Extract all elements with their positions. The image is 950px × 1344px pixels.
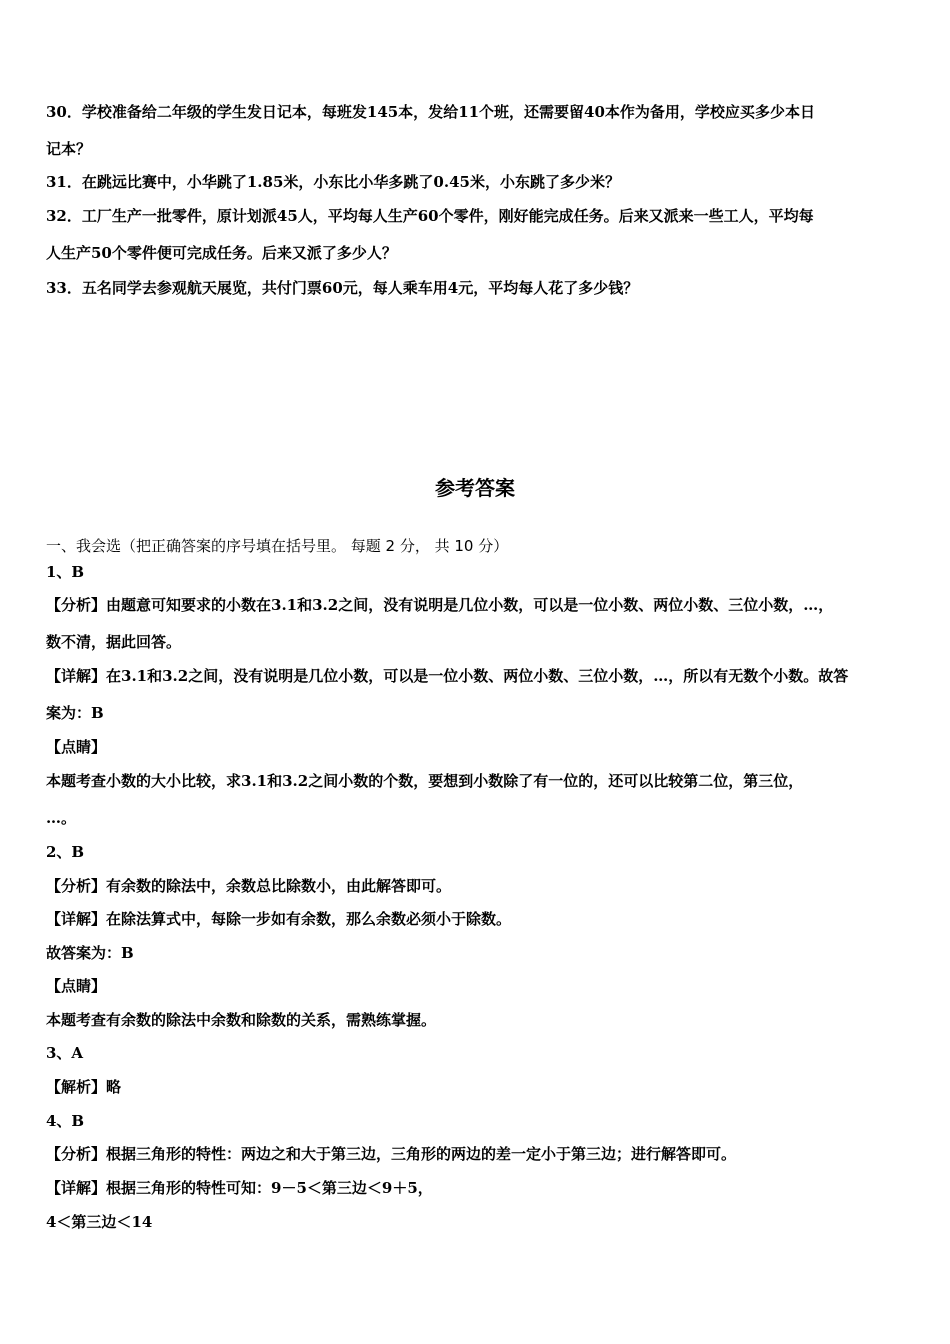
answer-1-analysis-line2: 数不清，据此回答。	[46, 633, 182, 651]
answer-2-tip-label: 【点睛】	[46, 977, 107, 995]
question-30-line1: 30．学校准备给二年级的学生发日记本，每班发145本，发给11个班，还需要留40本作为备用，学校应买多少本日	[46, 103, 815, 121]
section-heading: 一、我会选（把正确答案的序号填在括号里。 每题 2 分， 共 10 分）	[46, 537, 509, 555]
answer-1-tip-line1: 本题考查小数的大小比较，求3.1和3.2之间小数的个数，要想到小数除了有一位的，还可以比较第二位，第三位，	[46, 772, 804, 790]
answer-1-detail-line1: 【详解】在3.1和3.2之间，没有说明是几位小数，可以是一位小数、两位小数、三位小数，…，所以有无数个小数。故答	[46, 667, 849, 685]
question-31: 31．在跳远比赛中，小华跳了1.85米，小东比小华多跳了0.45米，小东跳了多少米？	[46, 173, 620, 191]
answer-2-tip-text: 本题考查有余数的除法中余数和除数的关系，需熟练掌握。	[46, 1011, 437, 1029]
answer-1-analysis-line1: 【分析】由题意可知要求的小数在3.1和3.2之间，没有说明是几位小数，可以是一位小数、两位小数、三位小数，…，	[46, 596, 834, 614]
answer-2-detail: 【详解】在除法算式中，每除一步如有余数，那么余数必须小于除数。	[46, 910, 512, 928]
answer-4: 4、B	[46, 1112, 85, 1130]
answer-1-tip-line2: …。	[46, 809, 77, 827]
answer-4-analysis: 【分析】根据三角形的特性：两边之和大于第三边，三角形的两边的差一定小于第三边；进行解答即可。	[46, 1145, 737, 1163]
question-32-line1: 32．工厂生产一批零件，原计划派45人，平均每人生产60个零件，刚好能完成任务。后来又派来一些工人，平均每	[46, 207, 814, 225]
answer-3: 3、A	[46, 1044, 84, 1062]
answer-4-result: 4＜第三边＜14	[46, 1213, 153, 1231]
answer-1-tip-label: 【点睛】	[46, 738, 107, 756]
answer-2-analysis: 【分析】有余数的除法中，余数总比除数小，由此解答即可。	[46, 877, 452, 895]
answer-1-detail-line2: 案为：B	[46, 704, 104, 722]
question-30-line2: 记本？	[46, 140, 92, 158]
answer-1: 1、B	[46, 563, 85, 581]
question-32-line2: 人生产50个零件便可完成任务。后来又派了多少人？	[46, 244, 397, 262]
answer-2: 2、B	[46, 843, 85, 861]
question-33: 33．五名同学去参观航天展览，共付门票60元，每人乘车用4元，平均每人花了多少钱？	[46, 279, 639, 297]
answer-title: 参考答案	[435, 476, 515, 500]
answer-4-detail: 【详解】根据三角形的特性可知：9－5＜第三边＜9＋5，	[46, 1179, 433, 1197]
answer-2-answer: 故答案为：B	[46, 944, 134, 962]
answer-3-explain: 【解析】略	[46, 1078, 122, 1096]
